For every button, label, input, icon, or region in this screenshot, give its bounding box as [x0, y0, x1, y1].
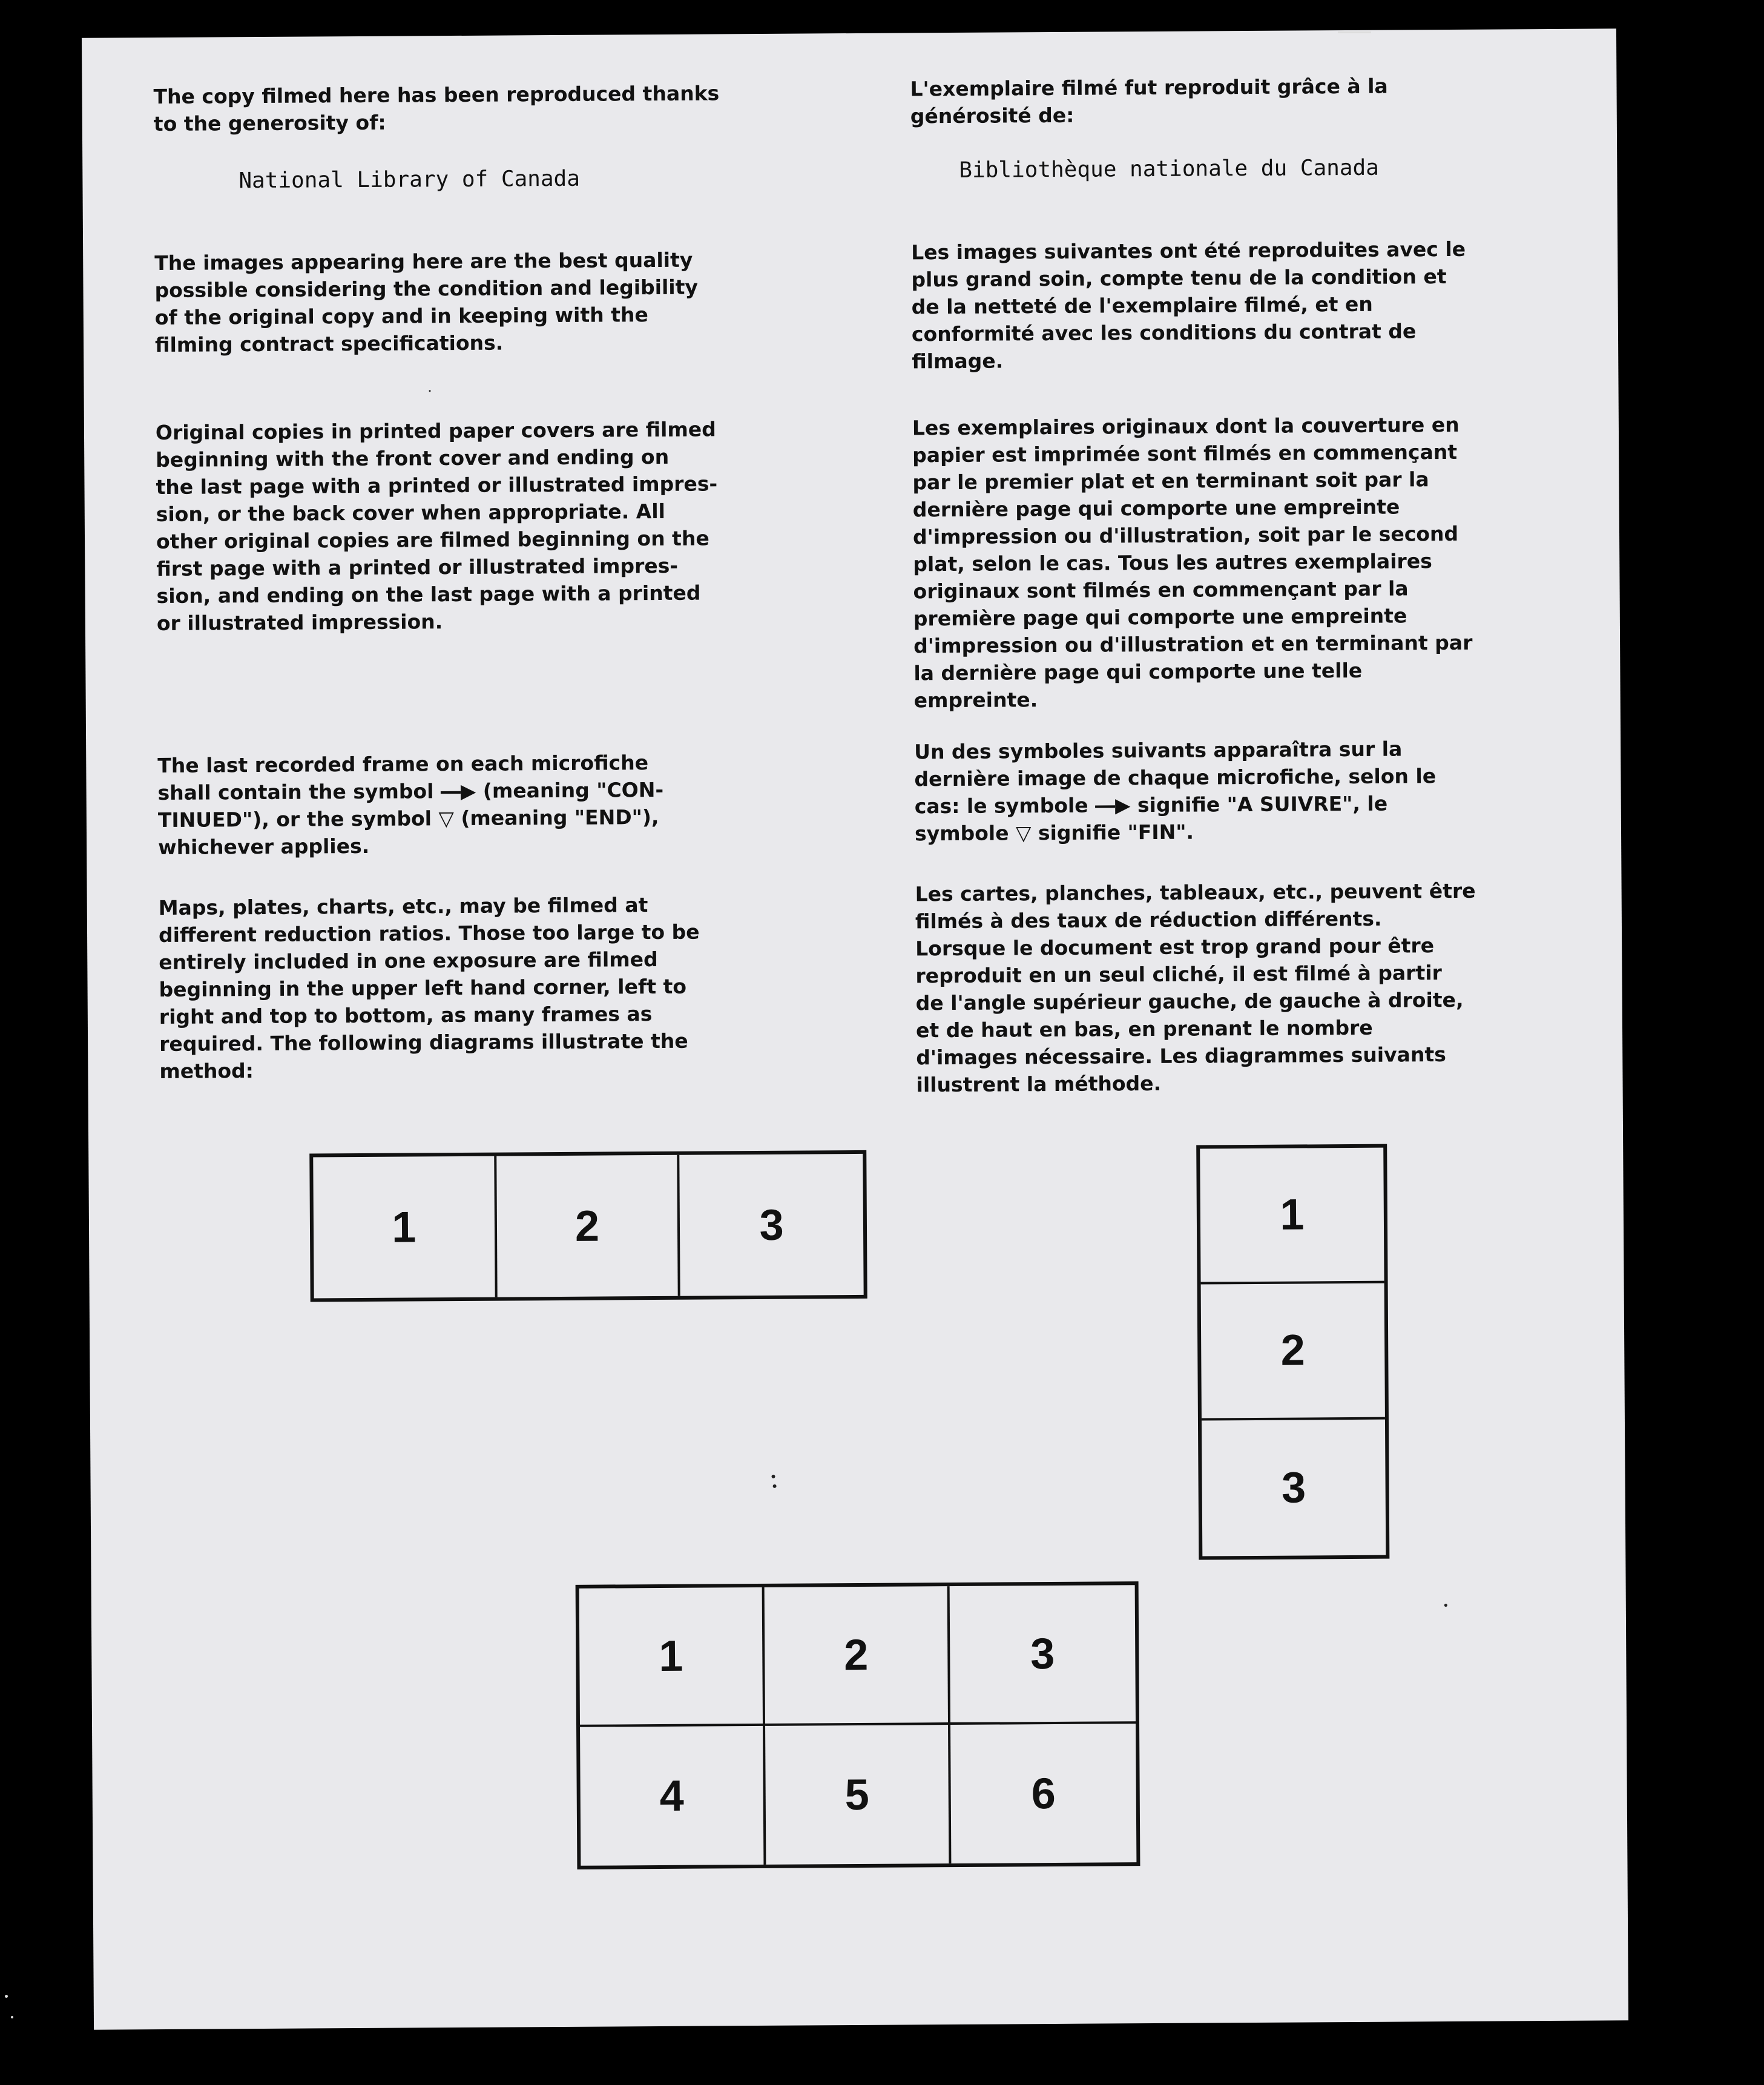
- frame-cell: 6: [1031, 1769, 1056, 1818]
- film-edge-mark: [1338, 31, 1371, 33]
- diagram-vertical-frames: [1196, 1144, 1389, 1560]
- frame-cell: 5: [765, 1725, 951, 1865]
- film-speck: [771, 1475, 775, 1478]
- film-speck: [429, 390, 431, 392]
- frame-cell: 4: [580, 1726, 766, 1866]
- french-intro: L'exemplaire filmé fut reproduit grâce à la générosité de:: [910, 74, 1388, 128]
- film-speck: [773, 1484, 777, 1488]
- english-quality-paragraph: The images appearing here are the best quality possible considering the condition and legibility of the original copy and in keeping with the filming contract specifications.: [154, 248, 699, 357]
- french-symbols-paragraph: Un des symboles suivants apparaîtra sur la dernière image de chaque microfiche, selon le cas: le symbole ―▶ signifie "A SUIVRE", le symbole ▽ signifie "FIN".: [914, 737, 1437, 846]
- english-intro: The copy filmed here has been reproduced thanks to the generosity of:: [153, 81, 720, 136]
- english-library-name: National Library of Canada: [239, 166, 581, 194]
- document-page: [82, 28, 1628, 2029]
- english-column: [153, 34, 789, 1084]
- french-quality-paragraph: Les images suivantes ont été reproduites avec le plus grand soin, compte tenu de la condition et de la netteté de l'exemplaire filmé, et en conformité avec les conditions du contrat de filmage.: [911, 237, 1466, 374]
- french-library-name: Bibliothèque nationale du Canada: [959, 155, 1380, 183]
- diagram-horizontal-frames: [309, 1150, 867, 1302]
- frame-cell: 3: [950, 1585, 1136, 1725]
- frame-cell: 3: [1281, 1463, 1306, 1512]
- frame-cell: 2: [496, 1155, 680, 1297]
- english-maps-paragraph: Maps, plates, charts, etc., may be filmed at different reduction ratios. Those too large to be entirely included in one exposure are filmed beginning in the upper left hand corner, left to right and top to bottom, as many frames as required. The following diagrams illustrate the method:: [158, 893, 700, 1084]
- frame-cell: 2: [765, 1586, 950, 1726]
- english-originals-paragraph: Original copies in printed paper covers are filmed beginning with the front cover and ending on the last page with a printed or illustrated impres- sion, or the back cover when appropriate. All other original copies are filmed beginning on the first page with a printed or illustrated impres- sion, and ending on the last page with a printed or illustrated impression.: [155, 417, 718, 636]
- film-speck: [1444, 1604, 1447, 1607]
- frame-cell: 1: [1200, 1148, 1384, 1285]
- french-originals-paragraph: Les exemplaires originaux dont la couverture en papier est imprimée sont filmés en commençant par le premier plat et en terminant soit par la dernière page qui comporte une empreinte d'impression ou d'illustration, soit par le second plat, selon le cas. Tous les autres exemplaires originaux sont filmés en commençant par la première page qui comporte une empreinte d'impression ou d'illustration et en terminant par la dernière page qui comporte une telle empreinte.: [912, 412, 1473, 713]
- english-symbols-paragraph: The last recorded frame on each microfiche shall contain the symbol ―▶ (meaning "CON- TINUED"), or the symbol ▽ (meaning "END"), whichever applies.: [157, 751, 664, 860]
- frame-cell: 1: [579, 1587, 765, 1727]
- frame-cell: 3: [759, 1201, 784, 1250]
- frame-cell: 2: [1201, 1283, 1385, 1420]
- french-column: [910, 29, 1539, 1097]
- frame-cell: 1: [313, 1156, 497, 1299]
- french-maps-paragraph: Les cartes, planches, tableaux, etc., peuvent être filmés à des taux de réduction différents. Lorsque le document est trop grand pour être reproduit en un seul cliché, il est filmé à partir de l'angle supérieur gauche, de gauche à droite, et de haut en bas, en prenant le nombre d'images nécessaire. Les diagrammes suivants illustrent la méthode.: [915, 878, 1476, 1097]
- film-edge-mark: [11, 2016, 13, 2018]
- film-edge-mark: [5, 1995, 8, 1998]
- diagram-grid-frames: [576, 1581, 1140, 1869]
